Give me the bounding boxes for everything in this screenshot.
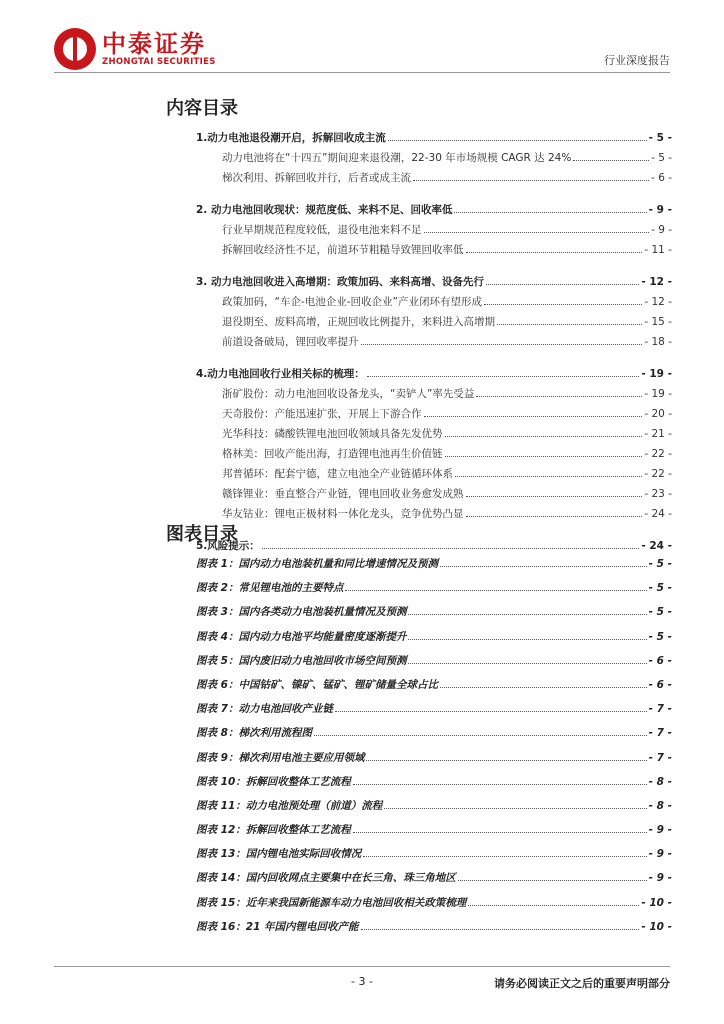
figure-entry[interactable] xyxy=(196,600,672,624)
toc-entry-text: 拆解回收经济性不足，前道环节粗糙导致锂回收率低 xyxy=(222,244,464,256)
figure-entry-text: 图表 15：近年来我国新能源车动力电池回收相关政策梳理 xyxy=(196,896,467,909)
toc-entry[interactable] xyxy=(196,404,672,424)
leader-dots xyxy=(408,627,646,640)
toc-entry[interactable] xyxy=(196,200,672,220)
leader-dots xyxy=(486,272,639,285)
figure-entry[interactable] xyxy=(196,649,672,673)
toc-entry-page: - 5 - xyxy=(651,152,672,164)
figure-entry[interactable] xyxy=(196,866,672,890)
leader-dots xyxy=(466,504,643,517)
figure-entry-page: - 9 - xyxy=(648,848,672,861)
figure-entry-text: 图表 7：动力电池回收产业链 xyxy=(196,703,333,716)
toc-entry-page: - 5 - xyxy=(648,132,672,144)
leader-dots xyxy=(335,699,647,712)
toc-entry-text: 行业早期规范程度较低，退役电池来料不足 xyxy=(222,224,422,236)
leader-dots xyxy=(445,444,643,457)
figures-title: 图表目录 xyxy=(166,524,238,545)
leader-dots xyxy=(353,820,647,833)
figure-entry[interactable] xyxy=(196,818,672,842)
toc-entry-page: - 18 - xyxy=(644,336,672,348)
toc-entry-page: - 9 - xyxy=(651,224,672,236)
leader-dots xyxy=(408,602,646,615)
figure-entry[interactable] xyxy=(196,794,672,818)
toc-entry[interactable] xyxy=(196,332,672,352)
figure-entry-page: - 10 - xyxy=(641,896,672,909)
toc-entry[interactable] xyxy=(196,128,672,148)
toc-entry[interactable] xyxy=(196,444,672,464)
toc-entry[interactable] xyxy=(196,272,672,292)
figure-entry[interactable] xyxy=(196,625,672,649)
figure-entry-page: - 8 - xyxy=(648,799,672,812)
toc-entry-text: 政策加码，“车企-电池企业-回收企业”产业闭环有望形成 xyxy=(222,296,482,308)
leader-dots xyxy=(484,292,642,305)
leader-dots xyxy=(440,554,647,567)
toc-entry-page: - 12 - xyxy=(641,276,672,288)
figure-entry-page: - 5 - xyxy=(648,630,672,643)
figure-entry-page: - 7 - xyxy=(648,703,672,716)
toc-entry[interactable] xyxy=(196,504,672,524)
toc-entry-page: - 22 - xyxy=(644,468,672,480)
figure-entry-page: - 7 - xyxy=(648,751,672,764)
toc-entry[interactable] xyxy=(196,464,672,484)
leader-dots xyxy=(468,893,639,906)
toc-entry-text: 梯次利用、拆解回收并行，后者或成主流 xyxy=(222,172,411,184)
leader-dots xyxy=(445,424,643,437)
toc-entry[interactable] xyxy=(196,424,672,444)
toc-entry-page: - 19 - xyxy=(644,388,672,400)
figure-entry-text: 图表 14：国内回收网点主要集中在长三角、珠三角地区 xyxy=(196,872,456,885)
figure-entry-text: 图表 5：国内废旧动力电池回收市场空间预测 xyxy=(196,654,407,667)
leader-dots xyxy=(314,723,647,736)
figure-entry[interactable] xyxy=(196,746,672,770)
toc-title: 内容目录 xyxy=(166,98,238,119)
toc-entry[interactable] xyxy=(196,148,672,168)
leader-dots xyxy=(454,200,646,213)
toc-entry[interactable] xyxy=(196,240,672,260)
leader-dots xyxy=(361,332,643,345)
figure-entry-page: - 9 - xyxy=(648,824,672,837)
toc-entry[interactable] xyxy=(196,312,672,332)
figure-entry-text: 图表 8：梯次利用流程图 xyxy=(196,727,312,740)
figure-entry[interactable] xyxy=(196,770,672,794)
toc-entry-text: 华友钴业：锂电正极材料一体化龙头，竞争优势凸显 xyxy=(222,508,464,520)
figure-entry[interactable] xyxy=(196,576,672,600)
toc-entry[interactable] xyxy=(196,220,672,240)
toc-entry-text: 浙矿股份：动力电池回收设备龙头，“卖铲人”率先受益 xyxy=(222,388,475,400)
toc-entry-page: - 24 - xyxy=(641,540,672,552)
leader-dots xyxy=(424,220,650,233)
figure-entry[interactable] xyxy=(196,552,672,576)
toc-entry[interactable] xyxy=(196,364,672,384)
figure-entry-text: 图表 11：动力电池预处理（前道）流程 xyxy=(196,799,383,812)
toc-entry-text: 赣锋锂业：垂直整合产业链，锂电回收业务愈发成熟 xyxy=(222,488,464,500)
leader-dots xyxy=(366,748,646,761)
figure-entry-text: 图表 12：拆解回收整体工艺流程 xyxy=(196,824,351,837)
toc-entry-text: 动力电池将在“十四五”期间迎来退役潮，22-30 年市场规模 CAGR 达 24% xyxy=(222,152,572,164)
figure-entry-page: - 6 - xyxy=(648,678,672,691)
figure-entry[interactable] xyxy=(196,721,672,745)
leader-dots xyxy=(573,148,649,161)
footer-disclaimer: 请务必阅读正文之后的重要声明部分 xyxy=(494,977,670,990)
figure-entry-text: 图表 10：拆解回收整体工艺流程 xyxy=(196,775,351,788)
leader-dots xyxy=(367,364,640,377)
leader-dots xyxy=(361,917,640,930)
toc-entry-text: 前道设备破局，锂回收率提升 xyxy=(222,336,359,348)
figure-entry-text: 图表 16：21 年国内锂电回收产能 xyxy=(196,920,359,933)
toc-entry-page: - 23 - xyxy=(644,488,672,500)
toc-entry-text: 邦普循环：配套宁德，建立电池全产业链循环体系 xyxy=(222,468,453,480)
company-logo xyxy=(54,28,216,70)
toc-entry-page: - 22 - xyxy=(644,448,672,460)
leader-dots xyxy=(345,578,646,591)
toc-entry-page: - 19 - xyxy=(641,368,672,380)
leader-dots xyxy=(408,651,646,664)
toc-entry-text: 1.动力电池退役潮开启，拆解回收成主流 xyxy=(196,132,386,144)
figure-entry-text: 图表 1：国内动力电池装机量和同比增速情况及预测 xyxy=(196,558,438,570)
footer-divider xyxy=(54,966,670,967)
toc-entry-text: 退役期至、废料高增，正规回收比例提升，来料进入高增期 xyxy=(222,316,495,328)
page-number: - 3 - xyxy=(351,975,373,988)
leader-dots xyxy=(466,484,643,497)
toc-entry-page: - 24 - xyxy=(644,508,672,520)
leader-dots xyxy=(476,384,642,397)
figure-list xyxy=(196,552,672,939)
toc-entry-page: - 12 - xyxy=(644,296,672,308)
figure-entry[interactable] xyxy=(196,673,672,697)
figure-entry-text: 图表 9：梯次利用电池主要应用领域 xyxy=(196,751,365,764)
toc-entry[interactable] xyxy=(196,384,672,404)
leader-dots xyxy=(497,312,642,325)
toc-entry[interactable] xyxy=(196,168,672,188)
leader-dots xyxy=(384,796,646,809)
zhongtai-logo-icon xyxy=(54,28,96,70)
toc-entry-page: - 15 - xyxy=(644,316,672,328)
figure-entry-page: - 7 - xyxy=(648,727,672,740)
leader-dots xyxy=(424,404,643,417)
figure-entry[interactable] xyxy=(196,697,672,721)
figure-entry-page: - 5 - xyxy=(648,582,672,595)
figure-entry-text: 图表 2：常见锂电池的主要特点 xyxy=(196,582,344,595)
toc-entry[interactable] xyxy=(196,292,672,312)
toc-entry-page: - 6 - xyxy=(651,172,672,184)
figure-entry-page: - 10 - xyxy=(641,920,672,933)
figure-entry-text: 图表 3：国内各类动力电池装机量情况及预测 xyxy=(196,606,407,619)
leader-dots xyxy=(388,128,647,141)
leader-dots xyxy=(458,868,647,881)
leader-dots xyxy=(262,536,640,549)
toc-entry-text: 天奇股份：产能迅速扩张，开展上下游合作 xyxy=(222,408,422,420)
toc-entry-text: 5.风险提示： xyxy=(196,540,260,552)
table-of-contents xyxy=(196,128,672,556)
leader-dots xyxy=(413,168,649,181)
figure-entry-page: - 8 - xyxy=(648,775,672,788)
leader-dots xyxy=(363,844,646,857)
figure-entry-text: 图表 4：国内动力电池平均能量密度逐渐提升 xyxy=(196,630,407,643)
leader-dots xyxy=(455,464,642,477)
figure-entry-text: 图表 13：国内锂电池实际回收情况 xyxy=(196,848,362,861)
logo-english-name: ZHONGTAI SECURITIES xyxy=(102,56,216,67)
figure-entry[interactable] xyxy=(196,891,672,915)
toc-entry-text: 光华科技：磷酸铁锂电池回收领域具备先发优势 xyxy=(222,428,443,440)
toc-entry[interactable] xyxy=(196,484,672,504)
figure-entry[interactable] xyxy=(196,842,672,866)
toc-entry-text: 2. 动力电池回收现状：规范度低、来料不足、回收率低 xyxy=(196,204,453,216)
toc-entry-page: - 11 - xyxy=(644,244,672,256)
leader-dots xyxy=(353,772,647,785)
toc-entry-page: - 21 - xyxy=(644,428,672,440)
logo-chinese-name: 中泰证券 xyxy=(102,29,206,58)
figure-entry-text: 图表 6：中国钴矿、镍矿、锰矿、锂矿储量全球占比 xyxy=(196,678,438,691)
leader-dots xyxy=(440,675,647,688)
toc-entry-page: - 9 - xyxy=(648,204,672,216)
toc-entry-page: - 20 - xyxy=(644,408,672,420)
figure-entry-page: - 9 - xyxy=(648,872,672,885)
toc-entry-text: 4.动力电池回收行业相关标的梳理： xyxy=(196,368,365,380)
toc-entry-text: 格林美：回收产能出海，打造锂电池再生价值链 xyxy=(222,448,443,460)
figure-entry-page: - 6 - xyxy=(648,654,672,667)
toc-entry-text: 3. 动力电池回收进入高增期：政策加码、来料高增、设备先行 xyxy=(196,276,484,288)
figure-entry-page: - 5 - xyxy=(648,558,672,570)
report-type-label: 行业深度报告 xyxy=(604,54,670,67)
header-divider xyxy=(54,72,670,73)
figure-entry-page: - 5 - xyxy=(648,606,672,619)
leader-dots xyxy=(466,240,643,253)
figure-entry[interactable] xyxy=(196,915,672,939)
